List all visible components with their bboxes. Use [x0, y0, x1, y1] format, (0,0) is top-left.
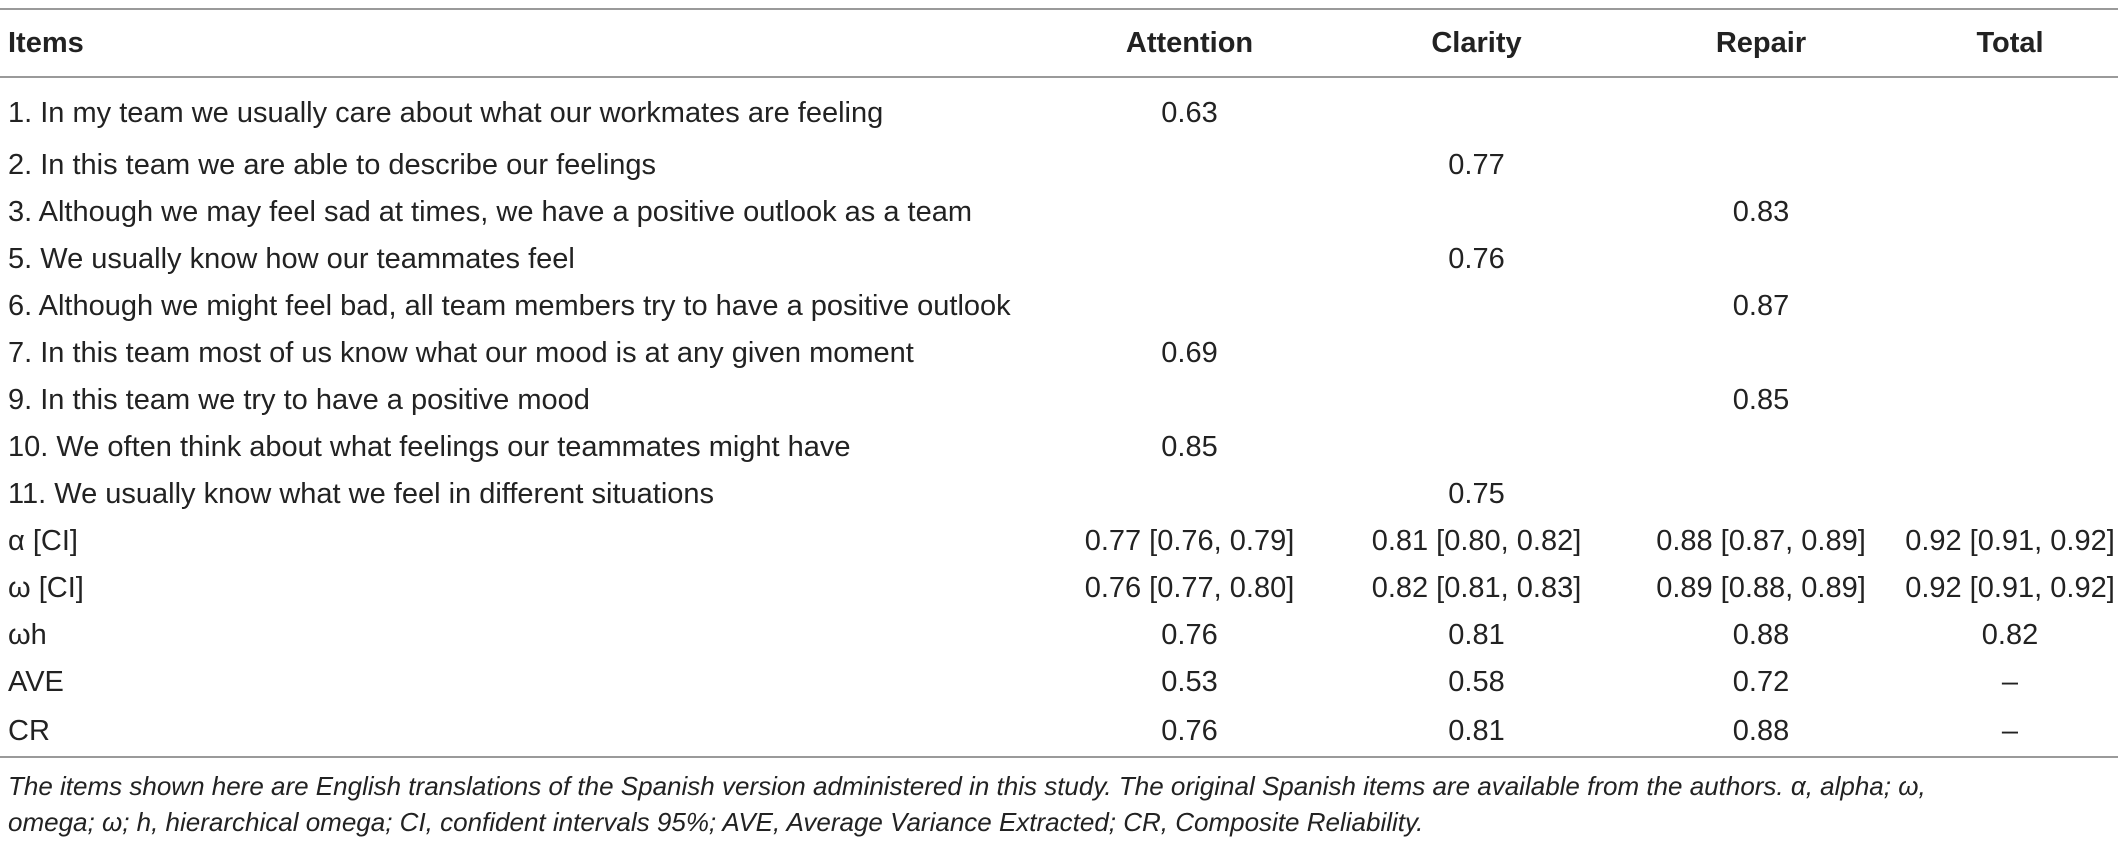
- table-row: [0, 142, 2118, 189]
- row-label: AVE: [8, 666, 64, 698]
- row-label: 2. In this team we are able to describe our feelings: [8, 149, 657, 181]
- cell-clarity: 0.77: [1448, 149, 1505, 181]
- footnote-line: omega; ω; h, hierarchical omega; CI, confident intervals 95%; AVE, Average Variance Extracted; CR, Composite Reliability.: [8, 807, 1424, 837]
- table-row: [0, 518, 2118, 565]
- cell-attention: 0.76: [1161, 619, 1218, 651]
- cell-repair: [1620, 77, 1902, 142]
- cell-clarity: 0.81: [1448, 714, 1505, 747]
- cell-total: 0.92 [0.91, 0.92]: [1905, 525, 2115, 557]
- cell-repair: 0.87: [1732, 290, 1790, 322]
- cell-clarity: [1333, 189, 1620, 236]
- cell-total: [1902, 330, 2118, 377]
- table-row: [0, 706, 2118, 757]
- cell-clarity: [1333, 330, 1620, 377]
- row-label: 1. In my team we usually care about what our workmates are feeling: [8, 96, 884, 129]
- footnote-line: The items shown here are English translations of the Spanish version administered in this study. The original Spanish items are available from the authors. α, alpha; ω,: [8, 771, 1926, 801]
- cell-attention: [1046, 471, 1333, 518]
- cell-attention: 0.77 [0.76, 0.79]: [1084, 525, 1295, 557]
- table-row: [0, 377, 2118, 424]
- cell-repair: 0.88: [1732, 714, 1790, 747]
- table-footnote: [8, 768, 2108, 840]
- cell-clarity: [1333, 424, 1620, 471]
- cell-repair: [1620, 330, 1902, 377]
- cell-attention: [1046, 283, 1333, 330]
- cell-clarity: 0.76: [1448, 243, 1505, 275]
- row-label: 5. We usually know how our teammates feel: [8, 243, 575, 275]
- cell-clarity: [1333, 283, 1620, 330]
- table-row: [0, 612, 2118, 659]
- cell-total: –: [2001, 714, 2019, 747]
- cell-attention: [1046, 236, 1333, 283]
- cell-clarity: 0.81 [0.80, 0.82]: [1371, 525, 1582, 557]
- header-total: Total: [1976, 26, 2044, 59]
- cell-total: [1902, 471, 2118, 518]
- cell-repair: 0.88: [1732, 619, 1790, 651]
- cell-clarity: 0.81: [1448, 619, 1505, 651]
- cell-attention: 0.76: [1161, 714, 1218, 747]
- cell-repair: [1620, 471, 1902, 518]
- cell-clarity: [1333, 377, 1620, 424]
- cell-clarity: [1333, 77, 1620, 142]
- cell-attention: 0.69: [1161, 337, 1218, 369]
- cell-repair: 0.89 [0.88, 0.89]: [1656, 572, 1866, 604]
- table-row: [0, 330, 2118, 377]
- table-row: [0, 189, 2118, 236]
- row-label: 11. We usually know what we feel in different situations: [8, 478, 715, 510]
- table-row: [0, 471, 2118, 518]
- row-label: 3. Although we may feel sad at times, we have a positive outlook as a team: [8, 196, 972, 228]
- cell-repair: [1620, 424, 1902, 471]
- cell-clarity: 0.82 [0.81, 0.83]: [1371, 572, 1582, 604]
- cell-total: [1902, 424, 2118, 471]
- cell-clarity: 0.75: [1448, 478, 1505, 510]
- cell-attention: [1046, 377, 1333, 424]
- cell-total: 0.92 [0.91, 0.92]: [1905, 572, 2115, 604]
- cell-repair: 0.88 [0.87, 0.89]: [1656, 525, 1866, 557]
- row-label: ω [CI]: [8, 572, 84, 604]
- row-label: CR: [8, 714, 50, 747]
- table-row: [0, 236, 2118, 283]
- table-row: [0, 565, 2118, 612]
- cell-attention: 0.53: [1161, 666, 1218, 698]
- cell-total: [1902, 189, 2118, 236]
- cell-clarity: 0.58: [1448, 666, 1505, 698]
- cell-total: [1902, 283, 2118, 330]
- row-label: α [CI]: [8, 525, 78, 557]
- cell-repair: 0.72: [1732, 666, 1790, 698]
- table-row: [0, 283, 2118, 330]
- table-row: [0, 77, 2118, 142]
- table-header-row: [0, 9, 2118, 77]
- cell-repair: 0.85: [1732, 384, 1790, 416]
- cell-attention: [1046, 189, 1333, 236]
- cell-total: [1902, 236, 2118, 283]
- cell-attention: 0.76 [0.77, 0.80]: [1084, 572, 1295, 604]
- row-label: 10. We often think about what feelings our teammates might have: [8, 431, 851, 463]
- row-label: ωh: [8, 619, 47, 651]
- row-label: 7. In this team most of us know what our mood is at any given moment: [8, 337, 914, 369]
- row-label: 6. Although we might feel bad, all team members try to have a positive outlook: [8, 290, 1011, 322]
- cell-repair: 0.83: [1732, 196, 1790, 228]
- factor-loadings-table: [0, 8, 2118, 758]
- cell-attention: 0.63: [1161, 96, 1218, 129]
- cell-total: [1902, 142, 2118, 189]
- cell-attention: 0.85: [1161, 431, 1218, 463]
- cell-repair: [1620, 236, 1902, 283]
- cell-total: [1902, 77, 2118, 142]
- header-attention: Attention: [1125, 26, 1254, 59]
- table-row: [0, 424, 2118, 471]
- header-repair: Repair: [1715, 26, 1807, 59]
- cell-repair: [1620, 142, 1902, 189]
- table-row: [0, 659, 2118, 706]
- header-clarity: Clarity: [1431, 26, 1522, 59]
- header-items: Items: [8, 26, 84, 59]
- cell-attention: [1046, 142, 1333, 189]
- row-label: 9. In this team we try to have a positive mood: [8, 384, 590, 416]
- cell-total: [1902, 377, 2118, 424]
- cell-total: 0.82: [1981, 619, 2039, 651]
- cell-total: –: [2001, 666, 2019, 698]
